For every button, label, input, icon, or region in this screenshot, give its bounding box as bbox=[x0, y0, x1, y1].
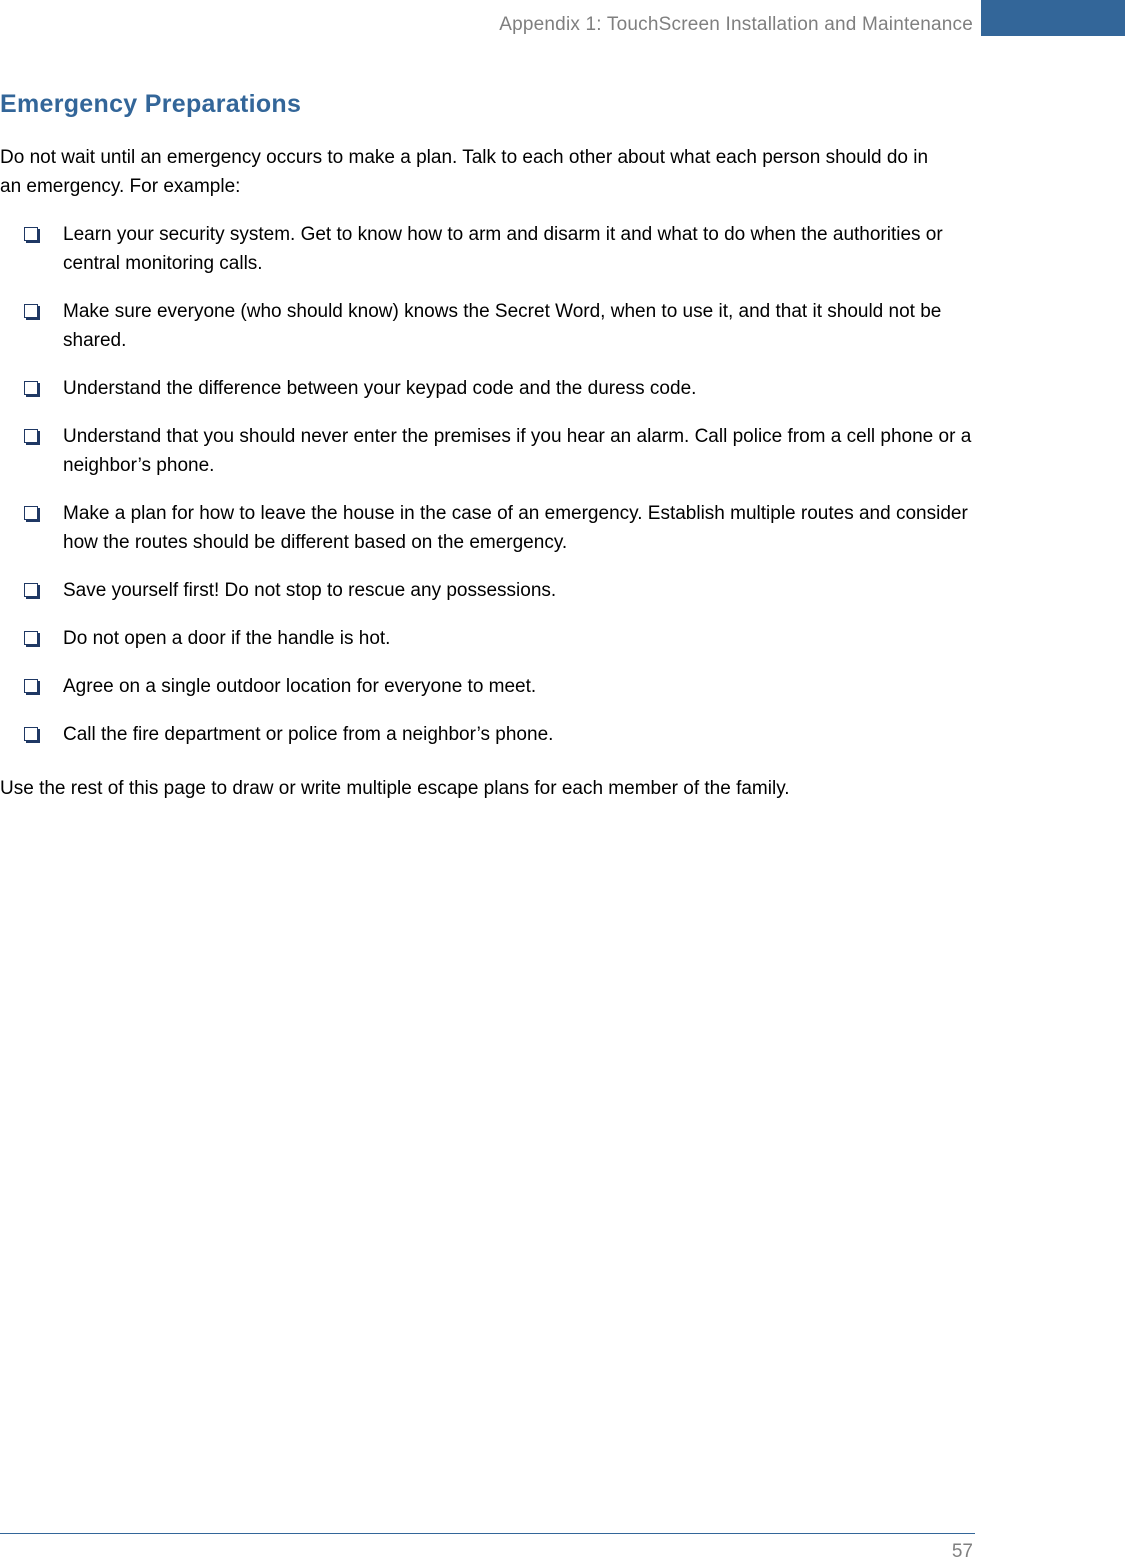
checklist-item-text: Agree on a single outdoor location for everyone to meet. bbox=[63, 676, 537, 697]
checkbox-icon bbox=[24, 227, 38, 241]
outro-paragraph: Use the rest of this page to draw or write multiple escape plans for each member of the family. bbox=[0, 778, 790, 799]
checklist-item bbox=[0, 624, 985, 653]
checklist-item-text: Do not open a door if the handle is hot. bbox=[63, 628, 391, 649]
checklist-item-text: Call the fire department or police from a neighbor’s phone. bbox=[63, 724, 554, 745]
checkbox-icon bbox=[24, 583, 38, 597]
checklist-item-text: Make sure everyone (who should know) knows the Secret Word, when to use it, and that it should not be shared. bbox=[63, 301, 942, 351]
header-color-block bbox=[981, 0, 1125, 36]
section-heading: Emergency Preparations bbox=[0, 90, 302, 118]
checklist-item bbox=[0, 374, 985, 403]
checklist-item bbox=[0, 499, 985, 557]
checklist-item-text: Understand that you should never enter the premises if you hear an alarm. Call police from a cell phone or a neighbor’s phone. bbox=[63, 426, 972, 476]
checklist-item bbox=[0, 672, 985, 701]
intro-paragraph: Do not wait until an emergency occurs to make a plan. Talk to each other about what each person should do in an emergency. For example: bbox=[0, 147, 929, 197]
footer-divider bbox=[0, 1533, 975, 1534]
checkbox-icon bbox=[24, 679, 38, 693]
checkbox-icon bbox=[24, 631, 38, 645]
checkbox-icon bbox=[24, 727, 38, 741]
checklist-item-text: Make a plan for how to leave the house in the case of an emergency. Establish multiple routes and consider how the routes should be different based on the emergency. bbox=[63, 503, 968, 553]
checklist-item bbox=[0, 220, 985, 278]
checklist-item bbox=[0, 422, 985, 480]
checkbox-icon bbox=[24, 381, 38, 395]
checklist-item-text: Save yourself first! Do not stop to rescue any possessions. bbox=[63, 580, 557, 601]
checklist-item bbox=[0, 297, 985, 355]
page-number: 57 bbox=[951, 1541, 973, 1562]
checkbox-icon bbox=[24, 429, 38, 443]
checklist bbox=[0, 220, 985, 768]
running-header: Appendix 1: TouchScreen Installation and Maintenance bbox=[499, 14, 973, 35]
checkbox-icon bbox=[24, 304, 38, 318]
checklist-item-text: Learn your security system. Get to know how to arm and disarm it and what to do when the authorities or central monitoring calls. bbox=[63, 224, 943, 274]
checklist-item bbox=[0, 576, 985, 605]
checkbox-icon bbox=[24, 506, 38, 520]
checklist-item-text: Understand the difference between your keypad code and the duress code. bbox=[63, 378, 697, 399]
checklist-item bbox=[0, 720, 985, 749]
